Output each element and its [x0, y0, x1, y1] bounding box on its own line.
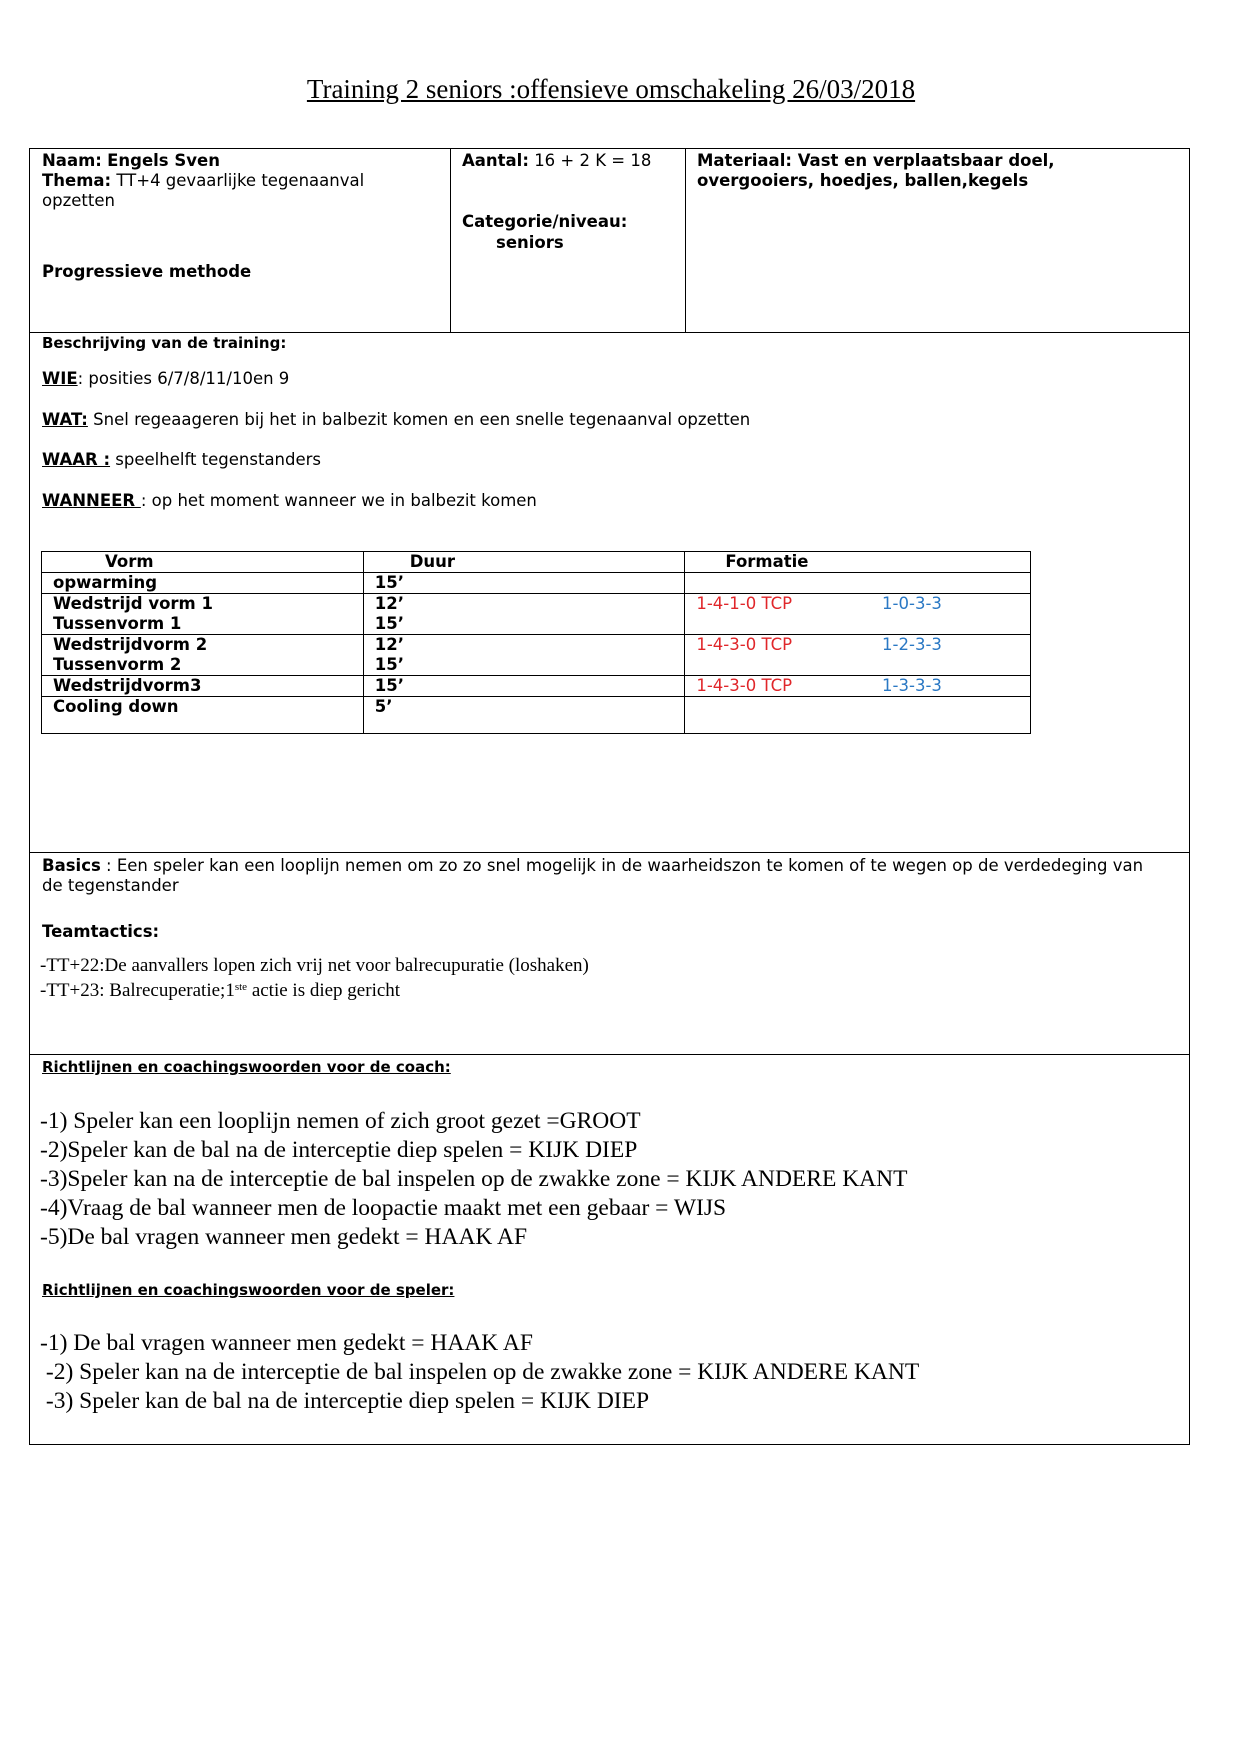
wat-value: Snel regeaageren bij het in balbezit komen en een snelle tegenaanval opzetten — [87, 410, 751, 429]
thema-value: TT+4 gevaarlijke tegenaanval — [116, 171, 365, 190]
formatie-red: 1-4-3-0 TCP — [696, 676, 793, 695]
teamtactics-label: Teamtactics: — [42, 922, 160, 941]
header-divider-2 — [685, 148, 686, 333]
duur-cell: 12’ — [363, 635, 685, 656]
basics-line-2: de tegenstander — [42, 876, 179, 895]
vorm-cell: Tussenvorm 1 — [42, 614, 364, 635]
coach-heading: Richtlijnen en coachingswoorden voor de coach: — [42, 1058, 451, 1076]
aantal-line — [462, 151, 651, 171]
speler-item-2: -2) Speler kan na de interceptie de bal inspelen op de zwakke zone = KIJK ANDERE KANT — [40, 1359, 920, 1385]
vorm-cell: Cooling down — [42, 697, 364, 734]
wanneer-line — [42, 491, 537, 511]
wat-line — [42, 410, 750, 430]
table-row — [42, 594, 1031, 615]
vorm-cell: Tussenvorm 2 — [42, 655, 364, 676]
formatie-blue: 1-2-3-3 — [882, 635, 942, 654]
teamtactic-2 — [40, 978, 400, 1003]
table-row — [42, 697, 1031, 734]
table-row — [42, 614, 1031, 635]
naam-line — [42, 151, 220, 171]
duur-cell: 5’ — [363, 697, 685, 734]
coach-item-2: -2)Speler kan de bal na de interceptie diep spelen = KIJK DIEP — [40, 1137, 638, 1163]
formatie-cell — [685, 676, 1031, 697]
waar-value: speelhelft tegenstanders — [110, 450, 322, 469]
materiaal-line-1: Materiaal: Vast en verplaatsbaar doel, — [697, 151, 1055, 170]
methode: Progressieve methode — [42, 262, 252, 281]
speler-heading: Richtlijnen en coachingswoorden voor de speler: — [42, 1281, 455, 1299]
waar-line — [42, 450, 321, 470]
table-row — [42, 655, 1031, 676]
formatie-cell — [685, 635, 1031, 656]
basics-label: Basics — [42, 856, 101, 875]
table-row — [42, 676, 1031, 697]
coach-item-4: -4)Vraag de bal wanneer men de loopactie maakt met een gebaar = WIJS — [40, 1195, 727, 1221]
section-divider-basics — [29, 1054, 1190, 1055]
wat-label: WAT: — [42, 410, 88, 429]
table-row — [42, 635, 1031, 656]
formatie-cell — [685, 614, 1031, 635]
duur-cell: 15’ — [363, 614, 685, 635]
aantal-value: 16 + 2 K = 18 — [534, 151, 652, 170]
table-row — [42, 573, 1031, 594]
formatie-cell — [685, 697, 1031, 734]
thema-line — [42, 171, 364, 191]
speler-item-3: -3) Speler kan de bal na de interceptie diep spelen = KIJK DIEP — [40, 1388, 650, 1414]
header-divider-1 — [450, 148, 451, 333]
schedule-table — [41, 551, 1031, 734]
thema-value-continued: opzetten — [42, 191, 115, 210]
coach-item-1: -1) Speler kan een looplijn nemen of zich groot gezet =GROOT — [40, 1108, 641, 1134]
formatie-cell — [685, 655, 1031, 676]
formatie-red: 1-4-1-0 TCP — [696, 594, 793, 613]
wie-value: : posities 6/7/8/11/10en 9 — [77, 369, 290, 388]
basics-text: : Een speler kan een looplijn nemen om zo zo snel mogelijk in de waarheidszon te komen of te wegen op de verdedeging van — [100, 856, 1144, 875]
basics-line-1 — [42, 856, 1143, 876]
categorie-value: seniors — [496, 233, 564, 252]
teamtactic-2-b: actie is diep gericht — [247, 980, 401, 1001]
materiaal-line-2: overgooiers, hoedjes, ballen,kegels — [697, 171, 1029, 190]
vorm-cell: Wedstrijdvorm 2 — [42, 635, 364, 656]
vorm-cell: opwarming — [42, 573, 364, 594]
formatie-blue: 1-3-3-3 — [882, 676, 942, 695]
section-divider-beschrijving — [29, 852, 1190, 853]
categorie-label: Categorie/niveau: — [462, 212, 628, 231]
formatie-blue: 1-0-3-3 — [882, 594, 942, 613]
wie-line — [42, 369, 289, 389]
vorm-cell: Wedstrijdvorm3 — [42, 676, 364, 697]
wie-label: WIE — [42, 369, 78, 388]
wanneer-label: WANNEER — [42, 491, 141, 510]
header-duur: Duur — [363, 552, 685, 573]
beschrijving-heading: Beschrijving van de training: — [42, 334, 287, 352]
teamtactic-2-a: -TT+23: Balrecuperatie;1 — [40, 980, 235, 1001]
wanneer-value: : op het moment wanneer we in balbezit komen — [140, 491, 537, 510]
speler-item-1: -1) De bal vragen wanneer men gedekt = HAAK AF — [40, 1330, 533, 1356]
formatie-cell — [685, 573, 1031, 594]
teamtactic-2-sup: ste — [234, 981, 248, 993]
waar-label: WAAR : — [42, 450, 111, 469]
naam-value: Engels Sven — [107, 151, 220, 170]
thema-label: Thema: — [42, 171, 112, 190]
header-vorm: Vorm — [42, 552, 364, 573]
teamtactic-1: -TT+22:De aanvallers lopen zich vrij net voor balrecupuratie (loshaken) — [40, 955, 589, 976]
duur-cell: 15’ — [363, 676, 685, 697]
naam-label: Naam: — [42, 151, 102, 170]
duur-cell: 15’ — [363, 573, 685, 594]
aantal-label: Aantal: — [462, 151, 529, 170]
duur-cell: 15’ — [363, 655, 685, 676]
header-formatie: Formatie — [685, 552, 1031, 573]
document-title: Training 2 seniors :offensieve omschakeling 26/03/2018 — [306, 74, 916, 104]
duur-cell: 12’ — [363, 594, 685, 615]
formatie-cell — [685, 594, 1031, 615]
vorm-cell: Wedstrijd vorm 1 — [42, 594, 364, 615]
coach-item-5: -5)De bal vragen wanneer men gedekt = HAAK AF — [40, 1224, 528, 1250]
schedule-header-row — [42, 552, 1031, 573]
coach-item-3: -3)Speler kan na de interceptie de bal inspelen op de zwakke zone = KIJK ANDERE KANT — [40, 1166, 908, 1192]
formatie-red: 1-4-3-0 TCP — [696, 635, 793, 654]
